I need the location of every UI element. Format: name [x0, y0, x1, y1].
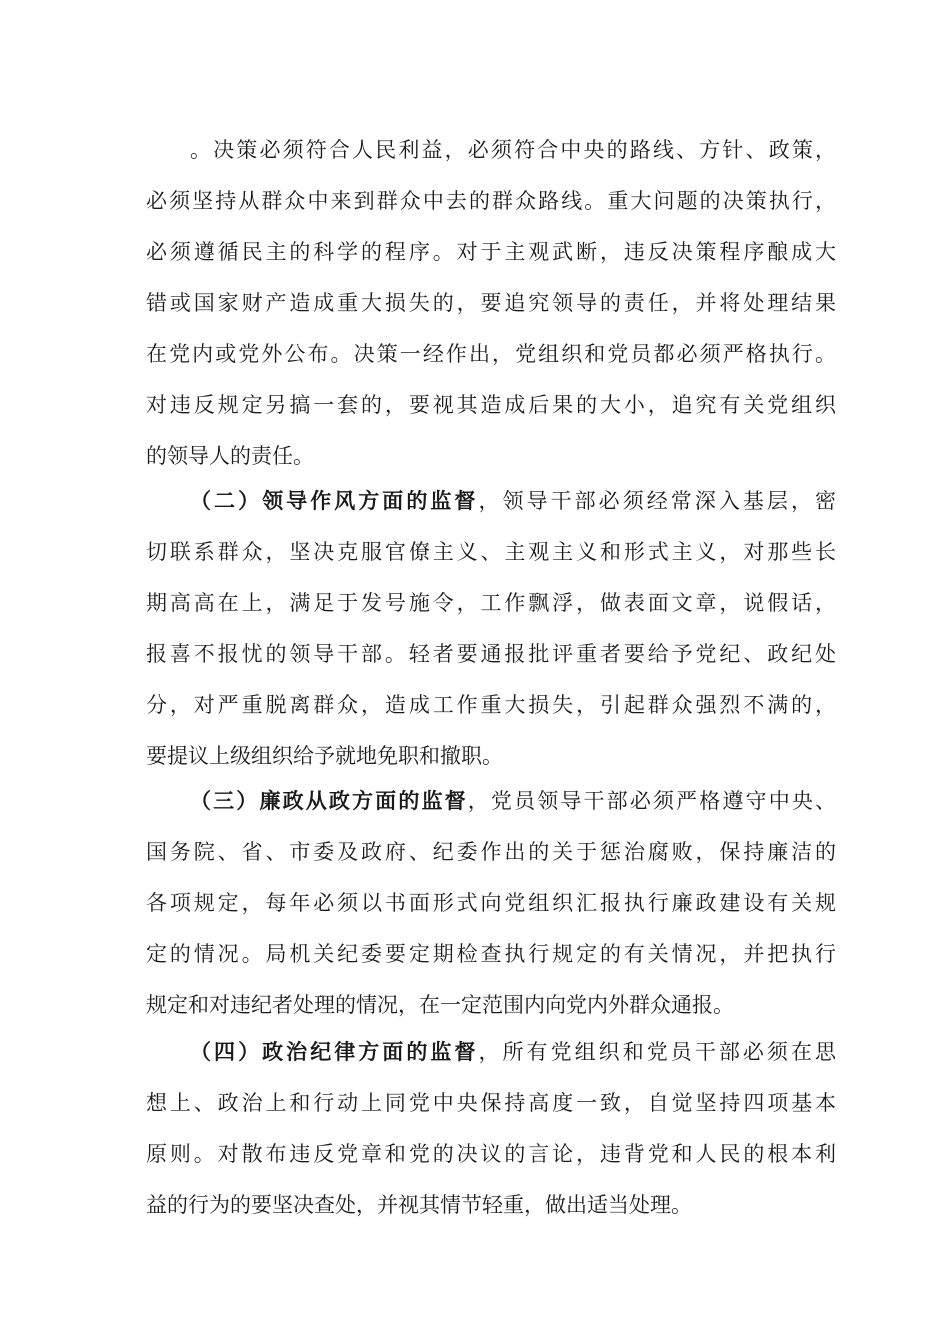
paragraph-4-line-4: 益的行为的要坚决查处，并视其情节轻重，做出适当处理。: [146, 1193, 692, 1217]
paragraph-3-line-3: 各项规定，每年必须以书面形式向党组织汇报执行廉政建设有关规: [146, 891, 836, 915]
paragraph-3-line-1-text: ，党员领导干部必须严格遵守中央、: [467, 789, 837, 813]
paragraph-2-line-5: 分，对严重脱离群众，造成工作重大损失，引起群众强烈不满的，: [146, 693, 836, 717]
paragraph-2-line-2: 切联系群众，坚决克服官僚主义、主观主义和形式主义，对那些长: [146, 540, 836, 564]
paragraph-2-line-6: 要提议上级组织给予就地免职和撤职。: [146, 744, 503, 768]
paragraph-1-line-7: 的领导人的责任。: [146, 444, 314, 468]
paragraph-4-line-3: 原则。对散布违反党章和党的决议的言论，违背党和人民的根本利: [146, 1142, 836, 1166]
paragraph-2-line-4: 报喜不报忧的领导干部。轻者要通报批评重者要给予党纪、政纪处: [146, 642, 836, 666]
paragraph-1-line-2: 必须坚持从群众中来到群众中去的群众路线。重大问题的决策执行，: [146, 189, 836, 213]
section-heading-leadership-style: （二）领导作风方面的监督: [190, 489, 479, 513]
paragraph-2-line-1: [190, 481, 836, 521]
paragraph-4-line-2: 想上、政治上和行动上同党中央保持高度一致，自觉坚持四项基本: [146, 1091, 836, 1115]
paragraph-1-line-5: 在党内或党外公布。决策一经作出，党组织和党员都必须严格执行。: [146, 342, 836, 366]
paragraph-1-line-4: 错或国家财产造成重大损失的，要追究领导的责任，并将处理结果: [146, 291, 836, 315]
paragraph-4-line-1: [190, 1032, 836, 1072]
section-heading-clean-governance: （三）廉政从政方面的监督: [190, 789, 468, 813]
paragraph-2-line-1-text: ，领导干部必须经常深入基层，密: [478, 489, 837, 513]
paragraph-3-line-5: 规定和对违纪者处理的情况，在一定范围内向党内外群众通报。: [146, 993, 734, 1017]
paragraph-1-line-1: 。决策必须符合人民利益，必须符合中央的路线、方针、政策，: [190, 138, 836, 162]
paragraph-1-line-6: 对违反规定另搞一套的，要视其造成后果的大小，追究有关党组织: [146, 393, 836, 417]
paragraph-3-line-1: [190, 781, 836, 821]
paragraph-2-line-3: 期高高在上，满足于发号施令，工作飘浮，做表面文章，说假话，: [146, 591, 836, 615]
section-heading-political-discipline: （四）政治纪律方面的监督: [190, 1040, 479, 1064]
paragraph-3-line-2: 国务院、省、市委及政府、纪委作出的关于惩治腐败，保持廉洁的: [146, 840, 836, 864]
paragraph-3-line-4: 定的情况。局机关纪委要定期检查执行规定的有关情况，并把执行: [146, 942, 836, 966]
paragraph-1-line-3: 必须遵循民主的科学的程序。对于主观武断，违反决策程序酿成大: [146, 240, 836, 264]
paragraph-4-line-1-text: ，所有党组织和党员干部必须在思: [478, 1040, 837, 1064]
